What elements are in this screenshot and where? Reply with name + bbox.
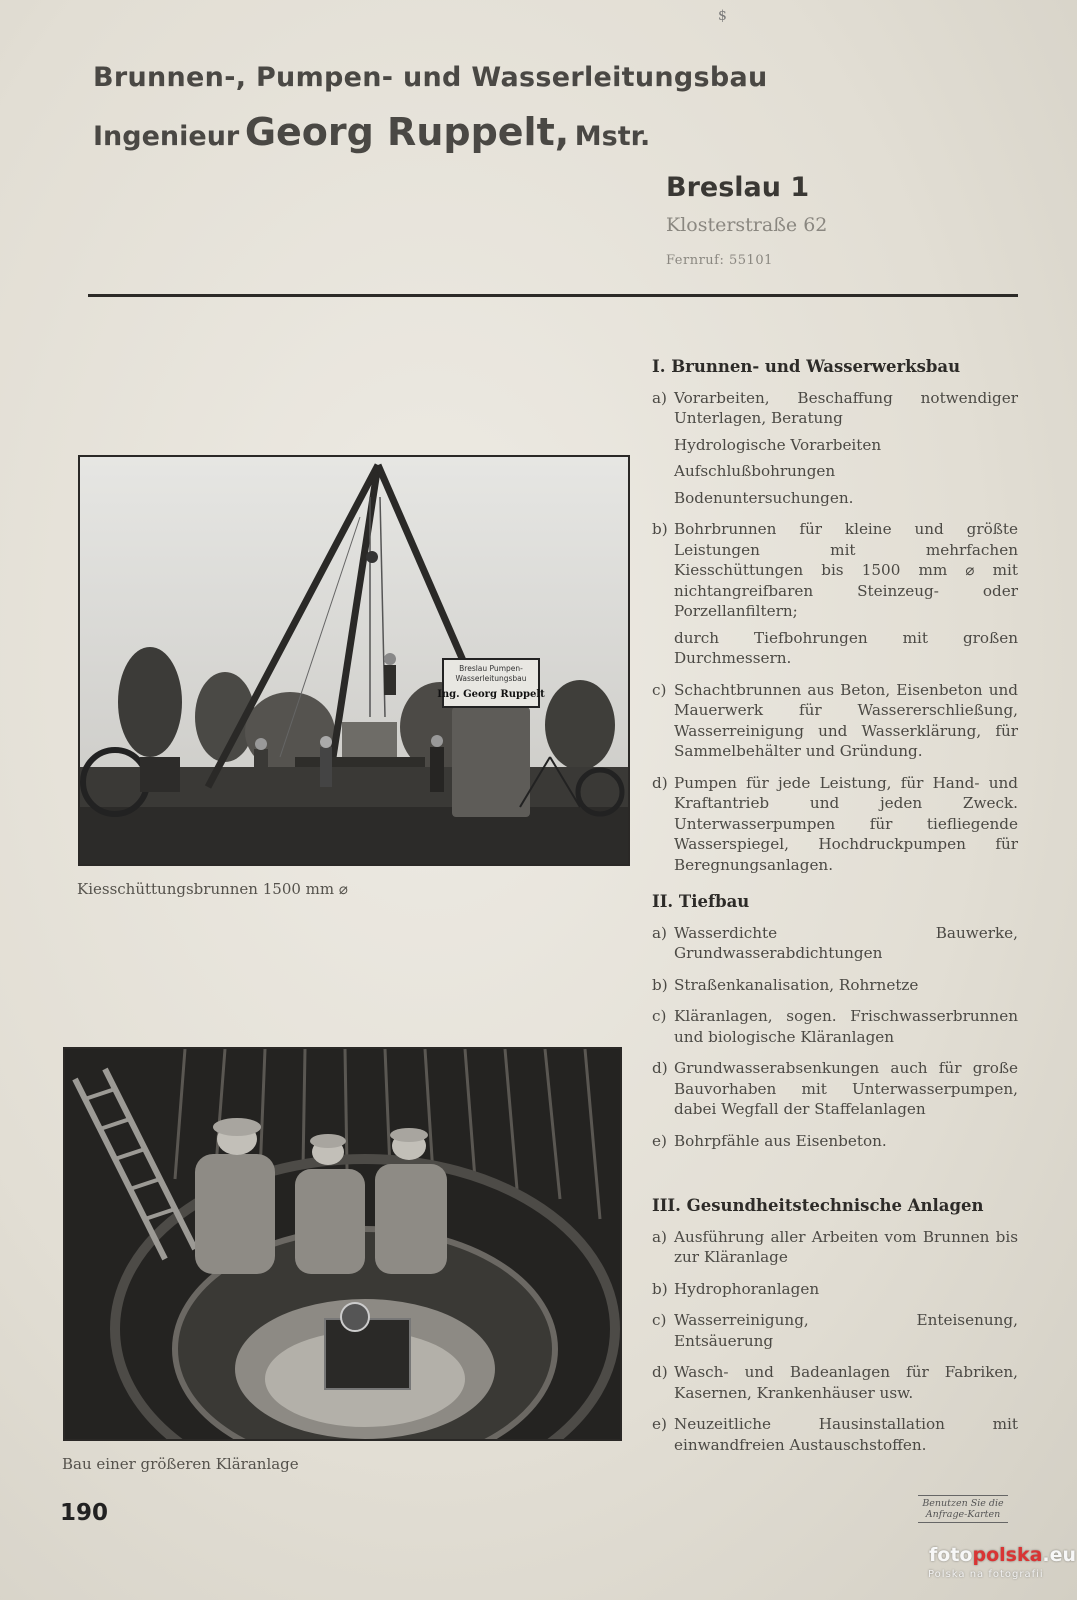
- service-item: [652, 1310, 1018, 1351]
- item-label: c): [652, 1311, 667, 1329]
- services-section-1: [652, 357, 1018, 886]
- watermark-tagline: Polska na fotografii: [928, 1569, 1044, 1580]
- company-trade-line: Brunnen-, Pumpen- und Wasserleitungsbau: [93, 62, 768, 93]
- city: Breslau 1: [666, 172, 810, 203]
- name-suffix: Mstr.: [574, 121, 651, 152]
- services-section-3: [652, 1196, 1018, 1466]
- item-label: c): [652, 1007, 667, 1025]
- service-item: [652, 1362, 1018, 1403]
- item-label: d): [652, 1059, 668, 1077]
- service-item: [652, 1131, 1018, 1152]
- item-text: Neuzeitliche Hausinstallation mit einwandfreien Austauschstoffen.: [674, 1415, 1018, 1454]
- watermark-logo: [929, 1544, 1076, 1566]
- watermark-part-1: foto: [929, 1544, 973, 1566]
- photo-shaft-construction: [63, 1047, 622, 1441]
- phone-number: Fernruf: 55101: [666, 253, 773, 268]
- item-subline: Bodenuntersuchungen.: [674, 488, 854, 507]
- item-text: Bohrpfähle aus Eisenbeton.: [674, 1131, 887, 1150]
- item-subline: Aufschlußbohrungen: [674, 462, 836, 480]
- service-item: [652, 1006, 1018, 1047]
- company-name: Georg Ruppelt,: [244, 110, 570, 154]
- service-item: [652, 519, 1018, 669]
- street-address: Klosterstraße 62: [666, 214, 828, 236]
- photo-1-caption: Kiesschüttungsbrunnen 1500 mm ⌀: [77, 880, 348, 898]
- item-subline: durch Tiefbohrungen mit großen Durchmessern.: [674, 628, 1018, 667]
- item-label: b): [652, 975, 668, 994]
- service-item: [652, 1414, 1018, 1455]
- item-text: Schachtbrunnen aus Beton, Eisenbeton und Mauerwerk für Wassererschließung, Wasserreinigung und Wasserklärung, für Sammelbehälter und Gründung.: [674, 680, 1018, 760]
- page-number: 190: [60, 1500, 109, 1526]
- item-text: Wasch- und Badeanlagen für Fabriken, Kasernen, Krankenhäuser usw.: [674, 1363, 1018, 1402]
- top-mark: $: [718, 8, 727, 24]
- inquiry-card-stamp: [918, 1495, 1008, 1523]
- name-prefix: Ingenieur: [93, 121, 240, 152]
- stamp-line-2: Anfrage-Karten: [925, 1509, 1001, 1520]
- item-label: c): [652, 680, 667, 699]
- item-label: e): [652, 1131, 667, 1150]
- photo-2-caption: Bau einer größeren Kläranlage: [62, 1455, 299, 1473]
- services-section-2: [652, 892, 1018, 1162]
- item-label: d): [652, 773, 668, 792]
- service-item: [652, 388, 1018, 509]
- item-text: Straßenkanalisation, Rohrnetze: [674, 975, 919, 994]
- item-text: Grundwasserabsenkungen auch für große Bauvorhaben mit Unterwasserpumpen, dabei Wegfall der Staffelanlagen: [674, 1059, 1018, 1118]
- service-item: [652, 1227, 1018, 1268]
- section-title: III. Gesundheitstechnische Anlagen: [652, 1196, 984, 1215]
- item-subline: Hydrologische Vorarbeiten: [674, 435, 882, 454]
- item-text: Wasserreinigung, Enteisenung, Entsäuerung: [674, 1311, 1018, 1350]
- item-text: Vorarbeiten, Beschaffung notwendiger Unterlagen, Beratung: [674, 388, 1018, 427]
- service-item: [652, 923, 1018, 964]
- watermark-part-3: .eu: [1042, 1544, 1077, 1566]
- item-label: b): [652, 1279, 668, 1298]
- section-title: II. Tiefbau: [652, 892, 750, 911]
- service-item: [652, 975, 1018, 996]
- item-text: Kläranlagen, sogen. Frischwasserbrunnen und biologische Kläranlagen: [674, 1007, 1018, 1046]
- service-item: [652, 680, 1018, 762]
- item-label: e): [652, 1415, 667, 1433]
- stamp-line-1: Benutzen Sie die: [922, 1498, 1004, 1509]
- watermark-part-2: polska: [972, 1544, 1043, 1566]
- service-item: [652, 1058, 1018, 1120]
- item-label: a): [652, 923, 667, 942]
- item-text: Wasserdichte Bauwerke, Grundwasserabdichtungen: [674, 923, 1018, 962]
- item-text: Hydrophoranlagen: [674, 1279, 820, 1298]
- service-item: [652, 1279, 1018, 1300]
- item-label: a): [652, 388, 667, 407]
- section-title: I. Brunnen- und Wasserwerksbau: [652, 357, 961, 376]
- rig-sign-line-1: Breslau Pumpen-: [459, 664, 523, 673]
- company-name-line: [93, 110, 650, 154]
- rig-sign-line-2: Wasserleitungsbau: [455, 674, 527, 683]
- item-text: Ausführung aller Arbeiten vom Brunnen bis zur Kläranlage: [674, 1227, 1018, 1266]
- service-item: [652, 773, 1018, 876]
- photo-drilling-rig: [78, 455, 630, 866]
- item-text: Pumpen für jede Leistung, für Hand- und Kraftantrieb und jeden Zweck. Unterwasserpumpen für tiefliegende Wasserspiegel, Hochdruckpumpen für Beregnungsanlagen.: [674, 773, 1018, 874]
- item-label: b): [652, 520, 668, 538]
- item-label: d): [652, 1363, 668, 1381]
- item-label: a): [652, 1227, 667, 1246]
- rig-sign-line-3: Ing. Georg Ruppelt: [437, 689, 545, 700]
- item-text: Bohrbrunnen für kleine und größte Leistungen mit mehrfachen Kiesschüttungen bis 1500 mm ⌀ mit nichtangreifbaren Steinzeug- oder Porzellanfiltern;: [674, 520, 1018, 620]
- header-rule: [88, 294, 1018, 297]
